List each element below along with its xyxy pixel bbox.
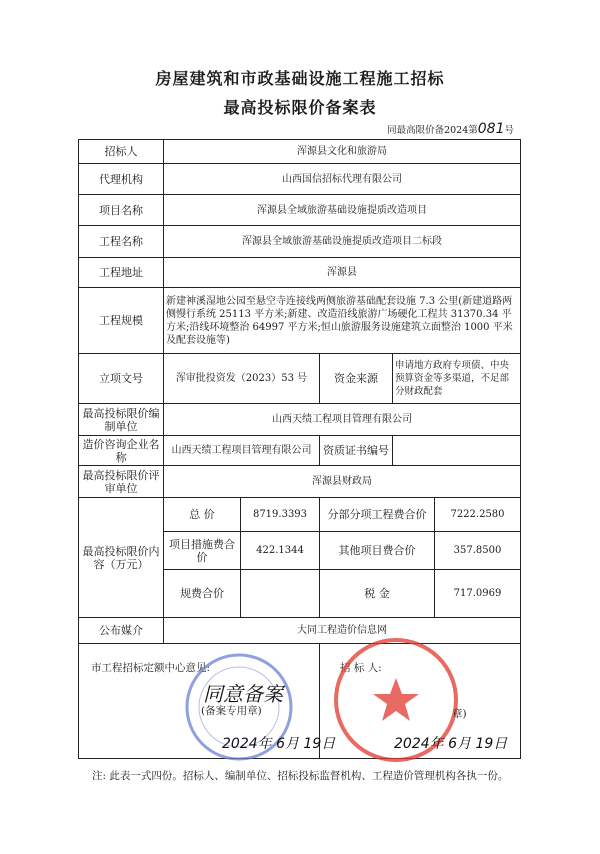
scale-label: 工程规模 [79,288,164,354]
cert-value [393,436,521,466]
sub-label: 分部分项工程费合价 [320,498,435,532]
compiler-label: 最高投标限价编制单位 [79,404,164,436]
tenderer-label: 招标人 [79,140,164,164]
limit-label: 最高投标限价内容（万元） [79,498,164,618]
reviewer-value: 浑源县财政局 [164,466,521,498]
doc-no-suffix: 号 [504,125,514,136]
engineering-name-label: 工程名称 [79,226,164,258]
title-line1: 房屋建筑和市政基础设施工程施工招标 [155,69,445,88]
tax-value: 717.0969 [435,570,521,618]
fee-label: 规费合价 [164,570,241,618]
location-label: 工程地址 [79,258,164,288]
doc-no-number: 081 [477,121,505,137]
approval-value: 浑审批投资发（2023）53 号 [164,354,320,404]
fee-value [241,570,320,618]
approval-label: 立项文号 [79,354,164,404]
doc-no-prefix: 同最高限价备2024第 [387,125,478,136]
agency-value: 山西国信招标代理有限公司 [164,164,521,195]
document-number [387,121,514,137]
tax-label: 税 金 [320,570,435,618]
other-label: 其他项目费合价 [320,532,435,570]
consultant-label: 造价咨询企业名称 [79,436,164,466]
opinion-right-seal-suffix: 章) [452,708,467,720]
compiler-value: 山西天绩工程项目管理有限公司 [164,404,521,436]
opinion-left-stamp-note: (备案专用章) [201,705,262,717]
opinion-right-title: 招 标 人: [340,662,382,674]
engineering-name-value: 浑源县全域旅游基础设施提质改造项目二标段 [164,226,521,258]
footnote: 注: 此表一式四份。招标人、编制单位、招标投标监督机构、工程造价管理机构各执一份。 [92,770,509,782]
media-value: 大同工程造价信息网 [164,618,521,644]
opinion-right-date: 2024年 6月 19日 [394,736,508,752]
scale-value: 新建神溪湿地公园至悬空寺连接线两侧旅游基础配套设施 7.3 公里(新建道路两侧慢行系统 25113 平方米;新建、改造沿线旅游广场硬化工程共 31370.34 平方米;沿线环境整治 64997 平方米;恒山旅游服务设施建筑立面整治 1000 平米及配套设施等) [164,288,521,354]
cert-label: 资质证书编号 [320,436,393,466]
other-value: 357.8500 [435,532,521,570]
project-name-value: 浑源县全域旅游基础设施提质改造项目 [164,195,521,226]
title-line2: 最高投标限价备案表 [223,98,377,117]
opinion-left-date: 2024年 6月 19日 [222,736,336,752]
filing-signature: 同意备案 [203,682,283,706]
total-label: 总 价 [164,498,241,532]
location-value: 浑源县 [164,258,521,288]
project-name-label: 项目名称 [79,195,164,226]
opinion-left-title: 市工程招标定额中心意见: [91,662,211,674]
agency-label: 代理机构 [79,164,164,195]
tenderer-value: 浑源县文化和旅游局 [164,140,521,164]
fund-value: 申请地方政府专项债、中央预算资金等多渠道，不足部分财政配套 [393,354,521,404]
measure-value: 422.1344 [241,532,320,570]
reviewer-label: 最高投标限价评审单位 [79,466,164,498]
fund-label: 资金来源 [320,354,393,404]
media-label: 公布媒介 [79,618,164,644]
sub-value: 7222.2580 [435,498,521,532]
consultant-value: 山西天绩工程项目管理有限公司 [164,436,320,466]
total-value: 8719.3393 [241,498,320,532]
measure-label: 项目措施费合价 [164,532,241,570]
